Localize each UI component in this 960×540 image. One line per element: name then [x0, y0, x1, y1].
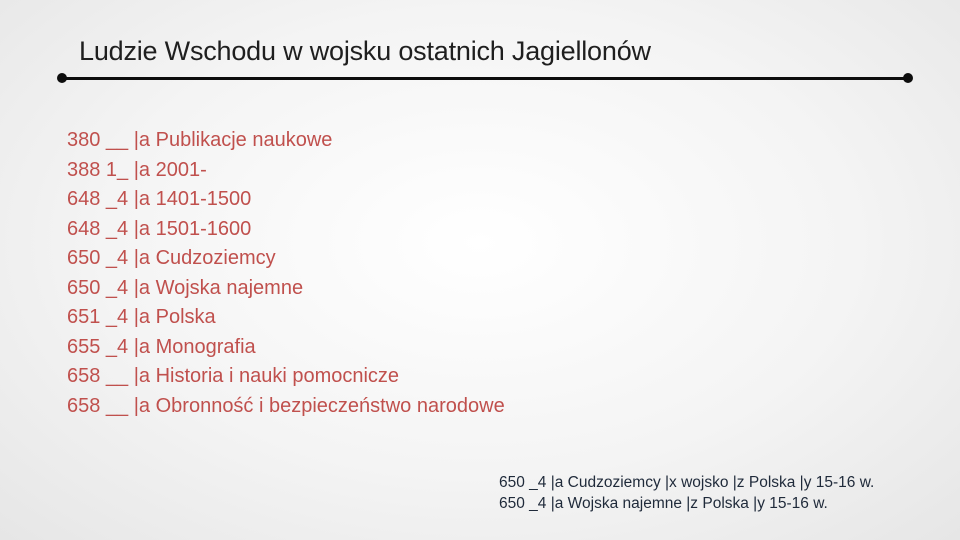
marc-field: 648 _4 |a 1501-1600: [67, 217, 252, 240]
marc-field: 658 __ |a Obronność i bezpieczeństwo narodowe: [67, 394, 505, 417]
subject-example: 650 _4 |a Wojska najemne |z Polska |y 15-16 w.: [499, 495, 828, 512]
marc-field: 648 _4 |a 1401-1500: [67, 188, 252, 210]
marc-field-list: [67, 126, 505, 421]
title-divider: [62, 77, 908, 80]
marc-field: 651 _4 |a Polska: [67, 306, 216, 328]
subject-example: 650 _4 |a Cudzoziemcy |x wojsko |z Polska |y 15-16 w.: [499, 474, 875, 491]
divider-left-dot: [57, 73, 67, 83]
subject-example-list: [499, 472, 874, 514]
marc-field: 380 __ |a Publikacje naukowe: [67, 129, 333, 151]
marc-field: 650 _4 |a Wojska najemne: [67, 276, 304, 299]
divider-right-dot: [903, 73, 913, 83]
marc-field: 655 _4 |a Monografia: [67, 335, 256, 358]
marc-field: 388 1_ |a 2001-: [67, 158, 207, 181]
slide-title: Ludzie Wschodu w wojsku ostatnich Jagiellonów: [79, 36, 651, 66]
marc-field: 658 __ |a Historia i nauki pomocnicze: [67, 365, 400, 387]
marc-field: 650 _4 |a Cudzoziemcy: [67, 247, 276, 269]
